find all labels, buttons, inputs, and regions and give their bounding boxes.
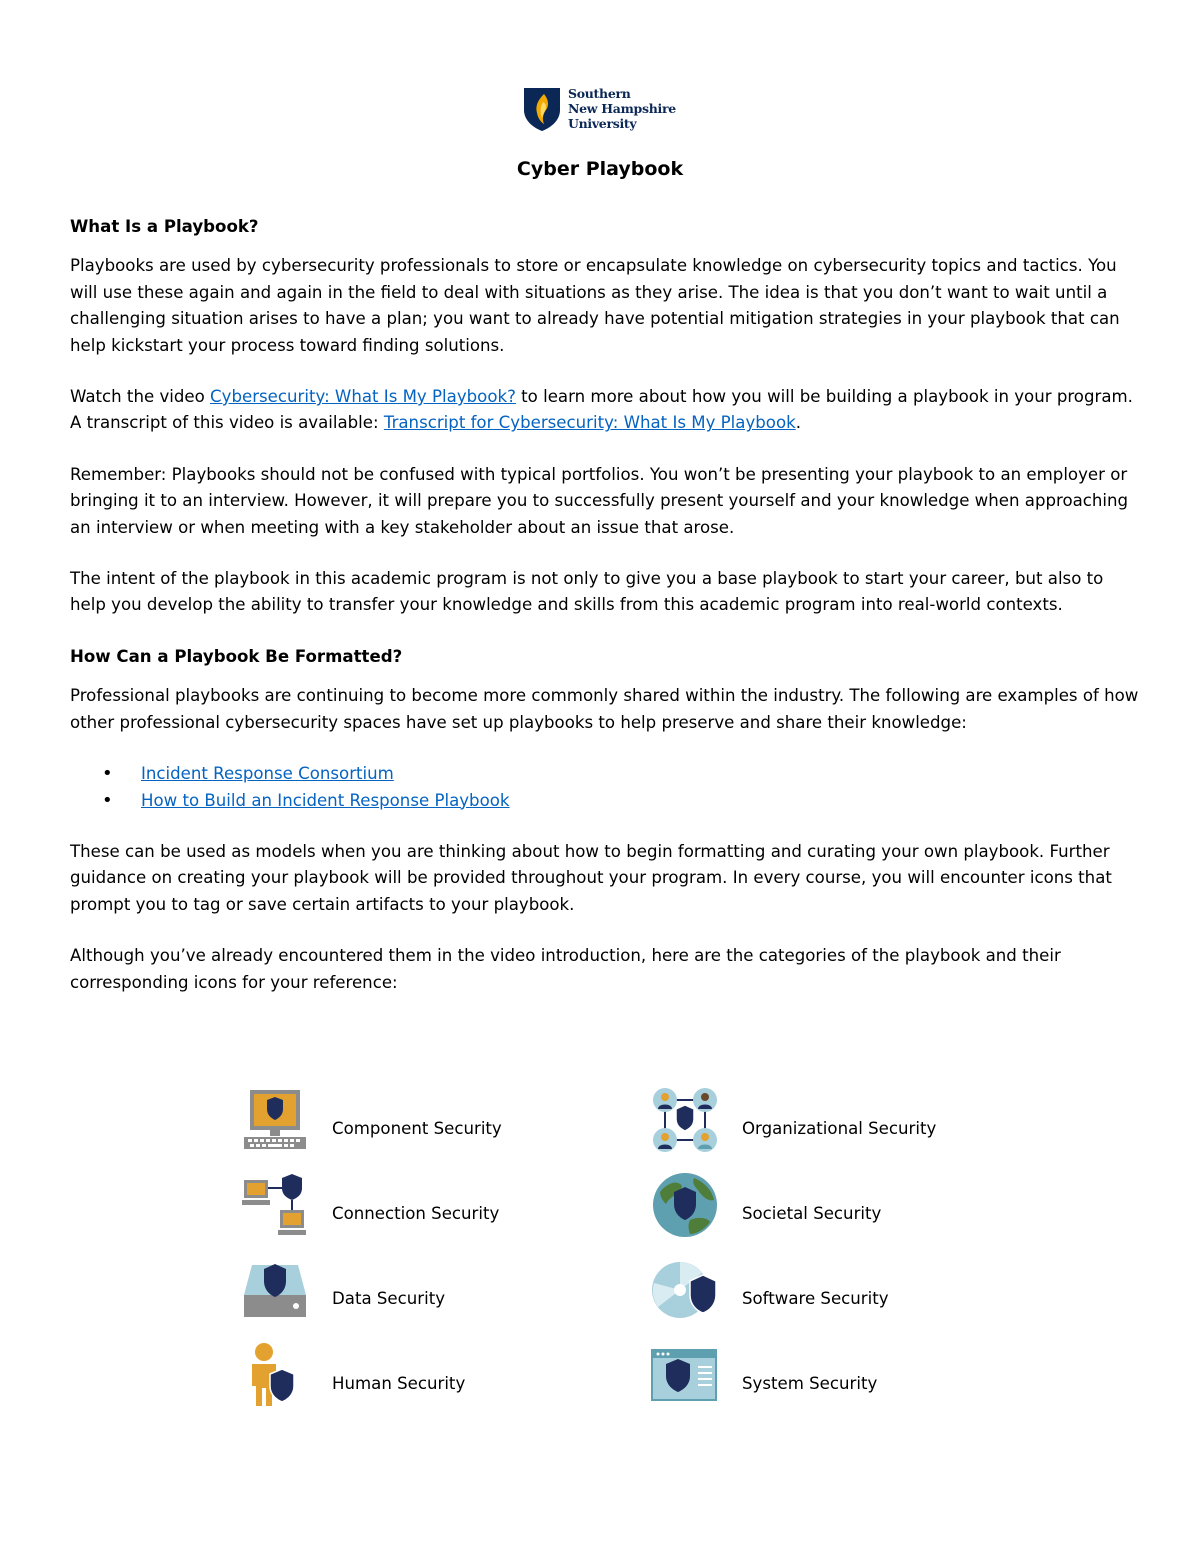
document-title: Cyber Playbook	[516, 158, 684, 180]
computer-shield-icon	[240, 1085, 310, 1155]
category-component-security	[240, 1085, 610, 1155]
category-label: Organizational Security	[742, 1119, 937, 1138]
category-icon-grid	[240, 1085, 980, 1425]
paragraph-intent: The intent of the playbook in this academic program is not only to give you a base playbook to start your career, but also to help you develop the ability to transfer your knowledge and skills from this academic program into real-world contexts.	[70, 569, 1104, 615]
category-system-security	[650, 1340, 1020, 1410]
snhu-crest-icon	[522, 86, 562, 132]
logo-wordmark: Southern New Hampshire University	[568, 86, 676, 131]
category-human-security	[240, 1340, 610, 1410]
category-label: Societal Security	[742, 1204, 882, 1223]
text-span: .	[795, 413, 802, 433]
globe-shield-icon	[650, 1170, 720, 1240]
window-shield-icon	[650, 1340, 720, 1410]
transcript-link[interactable]: Transcript for Cybersecurity: What Is My Playbook	[383, 413, 796, 433]
paragraph-remember: Remember: Playbooks should not be confused with typical portfolios. You won’t be presenting your playbook to an employer or bringing it to an interview. However, it will prepare you to successfully present yourself and your knowledge when approaching an interview or when meeting with a key stakeholder about an issue that arose.	[70, 464, 1129, 537]
category-label: Software Security	[742, 1289, 889, 1308]
list-item	[70, 761, 1140, 787]
paragraph-video	[70, 384, 1140, 437]
category-software-security	[650, 1255, 1020, 1325]
category-connection-security	[240, 1170, 610, 1240]
paragraph-models: These can be used as models when you are thinking about how to begin formatting and curating your own playbook. Further guidance on creating your playbook will be provided throughout your program. In every course, you will encounter icons that prompt you to tag or save certain artifacts to your playbook.	[70, 841, 1112, 914]
text-span: Watch the video	[70, 387, 211, 407]
text-span: to learn more about how you will be building a playbook in your program. A transcript of this video is available:	[70, 387, 1133, 433]
paragraph-intro: Playbooks are used by cybersecurity professionals to store or encapsulate knowledge on cybersecurity topics and tactics. You will use these again and again in the field to deal with situations as they arise. The idea is that you don’t want to wait until a challenging situation arises to have a plan; you want to already have potential mitigation strategies in your playbook that can help kickstart your process toward finding solutions.	[70, 256, 1120, 355]
category-societal-security	[650, 1170, 1020, 1240]
section-heading-format: How Can a Playbook Be Formatted?	[70, 646, 403, 666]
category-label: Human Security	[332, 1374, 466, 1393]
resource-list	[70, 761, 1140, 814]
person-shield-icon	[240, 1340, 310, 1410]
snhu-logo	[522, 86, 682, 134]
disc-shield-icon	[650, 1255, 720, 1325]
paragraph-professional: Professional playbooks are continuing to become more commonly shared within the industry. The following are examples of how other professional cybersecurity spaces have set up playbooks to help preserve and share their knowledge:	[70, 686, 1139, 732]
category-data-security	[240, 1255, 610, 1325]
drive-shield-icon	[240, 1255, 310, 1325]
list-item	[70, 788, 1140, 814]
category-label: System Security	[742, 1374, 878, 1393]
incident-response-consortium-link[interactable]: Incident Response Consortium	[141, 764, 394, 784]
connected-computers-shield-icon	[240, 1170, 310, 1240]
category-label: Connection Security	[332, 1204, 500, 1223]
category-label: Data Security	[332, 1289, 446, 1308]
video-link[interactable]: Cybersecurity: What Is My Playbook?	[210, 387, 516, 407]
network-people-shield-icon	[650, 1085, 720, 1155]
category-organizational-security	[650, 1085, 1020, 1155]
paragraph-categories: Although you’ve already encountered them in the video introduction, here are the categories of the playbook and their corresponding icons for your reference:	[70, 946, 1061, 992]
category-label: Component Security	[332, 1119, 502, 1138]
build-playbook-link[interactable]: How to Build an Incident Response Playbook	[141, 790, 510, 810]
document-body	[70, 214, 1140, 996]
section-heading-what-is: What Is a Playbook?	[70, 217, 259, 236]
